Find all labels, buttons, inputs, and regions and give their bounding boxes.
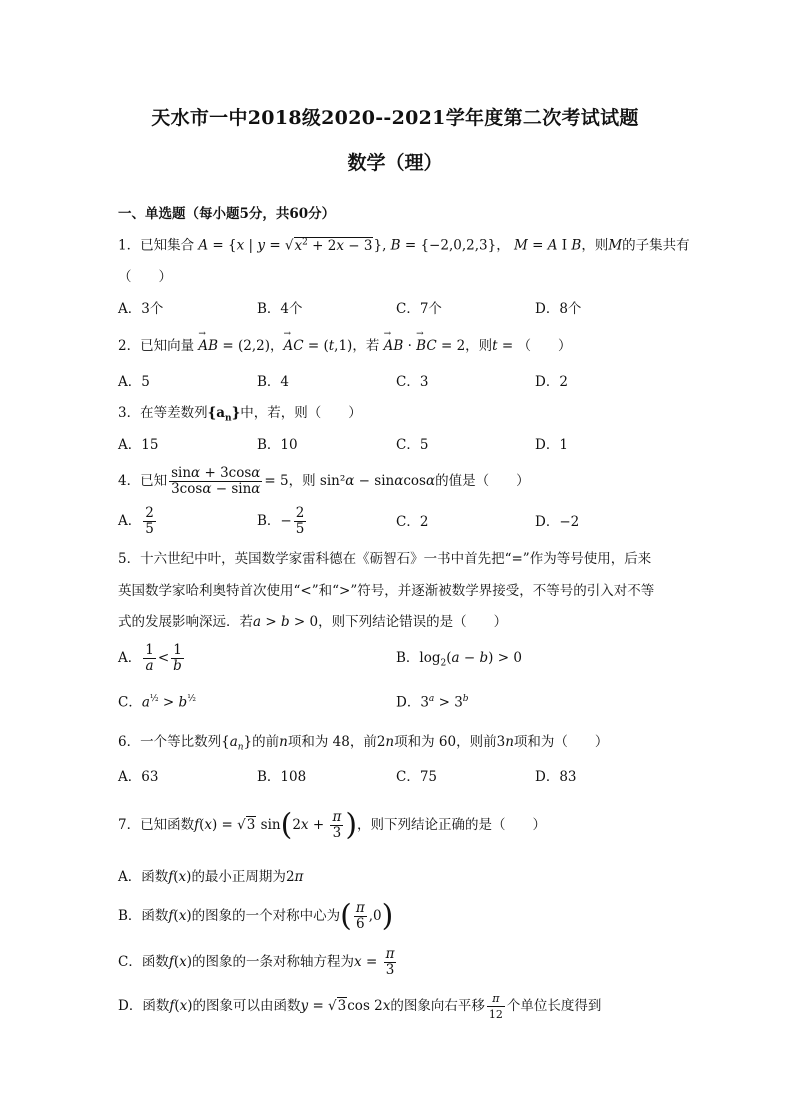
q4-option-a-label: A． xyxy=(118,513,142,529)
q7-option-a-2: 的最小正周期为 xyxy=(191,869,286,885)
q5-option-d-label: D． xyxy=(396,694,421,711)
q1-option-b[interactable]: B．4个 xyxy=(257,301,303,317)
q1-tail: ，则 xyxy=(581,237,609,254)
q2-option-c[interactable]: C．3 xyxy=(396,374,429,390)
q1-m: M = A I B xyxy=(514,237,582,254)
q6-tail: 项和为（ ） xyxy=(513,734,609,750)
q3-prefix: 3．在等差数列 xyxy=(118,405,208,421)
q5-option-c-label: C． xyxy=(118,694,142,711)
q2-tail: ，则 xyxy=(465,338,493,354)
q4-option-b[interactable]: B．− $\frac{2}{5}$ xyxy=(257,505,305,537)
q3-option-d[interactable]: D．1 xyxy=(535,437,568,453)
q4-option-a[interactable]: A． $\frac{2}{5}$ xyxy=(118,505,154,537)
q7-option-b[interactable]: B．函数f(x)的图象的一个对称中心为( $\frac{\pi}{6}$ ,0) xyxy=(118,898,394,934)
q3-option-a[interactable]: A．15 xyxy=(118,437,159,453)
q2-option-a[interactable]: A．5 xyxy=(118,374,150,390)
q7-option-a[interactable]: A．函数f(x)的最小正周期为2π xyxy=(118,869,304,885)
q5-option-d[interactable]: D．$3^a > 3^b$ xyxy=(396,694,469,711)
q3-tail: 中，若，则（ ） xyxy=(240,405,362,421)
q6-option-d[interactable]: D．83 xyxy=(535,769,577,785)
q3-option-b[interactable]: B．10 xyxy=(257,437,298,453)
q5-option-a[interactable]: A． $\frac{1}{a}$ < $\frac{1}{b}$ xyxy=(118,642,182,674)
exam-subtitle: 数学（理） xyxy=(347,152,443,174)
question-2: 2．已知向量 → AB = (2,2)，→ AC = (t,1)，若 → AB · → BC = 2，则t = （ ） xyxy=(118,337,572,355)
exam-title: 天水市一中2018级2020--2021学年度第二次考试试题 xyxy=(151,107,639,129)
q7-option-d-3: 的图象向右平移 xyxy=(390,998,485,1014)
q1-option-d[interactable]: D．8个 xyxy=(535,301,582,317)
q7-option-b-1: B．函数 xyxy=(118,908,169,924)
q5-line-1: 5．十六世纪中叶，英国数学家雷科德在《砺智石》一书中首先把“=”作为等号使用，后来 xyxy=(118,551,652,567)
q4-fraction: $\frac{\sin\alpha + 3\cos\alpha}{3\cos\alpha - \sin\alpha}$ xyxy=(171,465,261,497)
q7-option-a-1: A．函数 xyxy=(118,869,169,885)
q2-blank: （ ） xyxy=(517,338,572,354)
q6-option-a[interactable]: A．63 xyxy=(118,769,159,785)
question-6: 6．一个等比数列$\{a_n\}$的前n项和为 48，前2n项和为 60，则前3n项和为（ ） xyxy=(118,734,609,753)
q7-option-c-1: C．函数 xyxy=(118,954,169,970)
question-4: 4．已知 $\frac{\sin\alpha + 3\cos\alpha}{3\cos\alpha - \sin\alpha}$ = 5，则 sin²α − sinαcosα的值是（ ） xyxy=(118,465,530,497)
q5-line-3b: ，则下列结论错误的是（ ） xyxy=(318,614,508,630)
q6-prefix: 6．一个等比数列 xyxy=(118,734,222,750)
q2-prefix: 2．已知向量 xyxy=(118,338,195,354)
q5-line-3: 式的发展影响深远．若a > b > 0，则下列结论错误的是（ ） xyxy=(118,614,508,630)
q1-tail2: 的子集共有 xyxy=(622,237,690,254)
q7-tail: ，则下列结论正确的是（ ） xyxy=(357,817,547,833)
q7-prefix: 7．已知函数 xyxy=(118,817,195,833)
section-heading: 一、单选题（每小题5分，共60分） xyxy=(118,206,336,222)
q4-prefix: 4．已知 xyxy=(118,473,168,489)
q1-prefix: 1．已知集合 xyxy=(118,237,195,254)
q1-blank: （ ） xyxy=(118,269,172,285)
q7-option-b-2: 的图象的一个对称中心为 xyxy=(191,908,341,924)
q2-condition: → AB · → BC = 2 xyxy=(384,338,466,354)
q4-option-d[interactable]: D．−2 xyxy=(535,514,580,530)
q5-line-3a: 式的发展影响深远．若 xyxy=(118,614,253,630)
q5-option-b-label: B． xyxy=(396,650,420,666)
question-7: 7．已知函数f(x) = √3 sin(2x + $\frac{\pi}{3}$ )，则下列结论正确的是（ ） xyxy=(118,807,547,843)
q1-formula: A = {x | $y = √x^2 + 2x - 3$}, B = {−2,0,2,3} xyxy=(198,237,497,254)
q6-mid3: 项和为 60，则前 xyxy=(394,734,497,750)
q6-mid2: 项和为 48，前 xyxy=(287,734,377,750)
q1-option-a[interactable]: A．3个 xyxy=(118,301,164,317)
q2-option-b[interactable]: B．4 xyxy=(257,374,290,390)
q4-option-b-label: B． xyxy=(257,513,281,529)
q7-option-d-1: D．函数 xyxy=(118,998,170,1014)
q6-mid1: 的前 xyxy=(252,734,280,750)
q2-formula: → AB = (2,2)，→ AC = (t,1) xyxy=(198,338,352,354)
q2-option-d[interactable]: D．2 xyxy=(535,374,568,390)
q7-option-d-4: 个单位长度得到 xyxy=(506,998,602,1014)
q6-option-c[interactable]: C．75 xyxy=(396,769,438,785)
q3-option-c[interactable]: C．5 xyxy=(396,437,429,453)
q4-option-c[interactable]: C．2 xyxy=(396,514,429,530)
q5-option-a-label: A． xyxy=(118,650,142,666)
q5-line-2: 英国数学家哈利奥特首次使用“<”和“>”符号，并逐渐被数学界接受，不等号的引入对不等 xyxy=(118,583,655,599)
q4-tail: 的值是（ ） xyxy=(435,473,530,489)
q1-option-c[interactable]: C．7个 xyxy=(396,301,442,317)
q7-option-c-2: 的图象的一条对称轴方程为 xyxy=(192,954,355,970)
q7-option-d-2: 的图象可以由函数 xyxy=(192,998,301,1014)
q7-option-d[interactable]: D．函数f(x)的图象可以由函数y = √3cos 2x的图象向右平移 $\frac{\pi}{12}$ 个单位长度得到 xyxy=(118,992,602,1021)
question-1: 1．已知集合 A = {x | $y = √x^2 + 2x - 3$}, B = {−2,0,2,3}， M = A I B，则M的子集共有 xyxy=(118,237,690,254)
q5-option-b[interactable]: B．$\log_2(a - b) > 0$ xyxy=(396,650,522,669)
question-3: 3．在等差数列$\{a_n\}$中，若，则（ ） xyxy=(118,405,362,424)
q7-option-c[interactable]: C．函数f(x)的图象的一条对称轴方程为x = $\frac{\pi}{3}$ xyxy=(118,946,395,978)
q5-option-c[interactable]: C．$a^{\frac{1}{2}} > b^{\frac{1}{2}}$ xyxy=(118,694,196,711)
q2-mid: ，若 xyxy=(352,338,380,354)
q6-option-b[interactable]: B．108 xyxy=(257,769,307,785)
